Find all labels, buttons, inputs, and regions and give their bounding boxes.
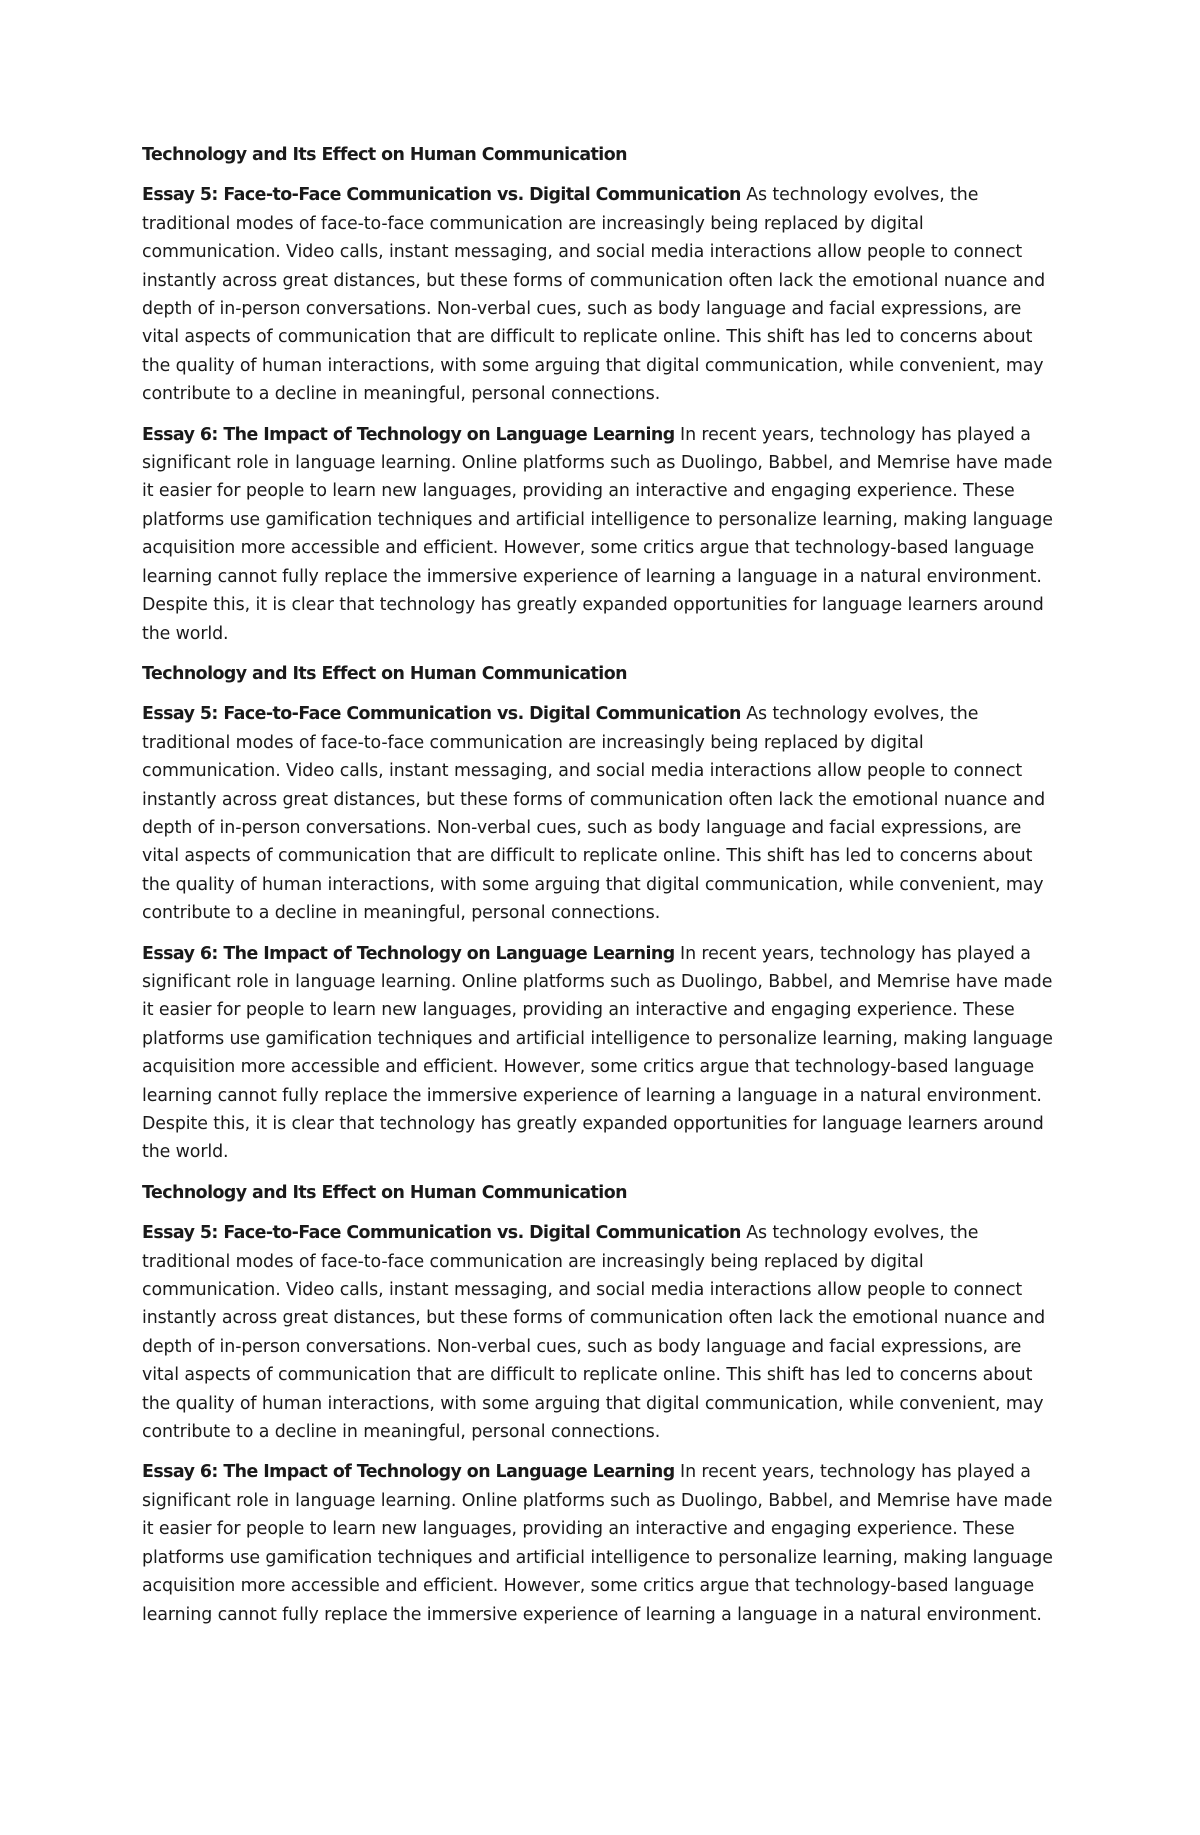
essay-paragraph: [142, 1219, 1062, 1446]
essay-heading: Essay 6: The Impact of Technology on Language Learning: [142, 943, 675, 964]
essay-body: As technology evolves, the traditional modes of face-to-face communication are increasingly being replaced by digital communication. Video calls, instant messaging, and social media interactions allow people to connect instantly across great distances, but these forms of communication often lack the emotional nuance and depth of in-person conversations. Non-verbal cues, such as body language and facial expressions, are vital aspects of communication that are difficult to replicate online. This shift has led to concerns about the quality of human interactions, with some arguing that digital communication, while convenient, may contribute to a decline in meaningful, personal connections.: [142, 185, 1046, 405]
essay-body: As technology evolves, the traditional modes of face-to-face communication are increasingly being replaced by digital communication. Video calls, instant messaging, and social media interactions allow people to connect instantly across great distances, but these forms of communication often lack the emotional nuance and depth of in-person conversations. Non-verbal cues, such as body language and facial expressions, are vital aspects of communication that are difficult to replicate online. This shift has led to concerns about the quality of human interactions, with some arguing that digital communication, while convenient, may contribute to a decline in meaningful, personal connections.: [142, 704, 1046, 924]
essay-paragraph: [142, 421, 1062, 648]
essay-body: As technology evolves, the traditional modes of face-to-face communication are increasingly being replaced by digital communication. Video calls, instant messaging, and social media interactions allow people to connect instantly across great distances, but these forms of communication often lack the emotional nuance and depth of in-person conversations. Non-verbal cues, such as body language and facial expressions, are vital aspects of communication that are difficult to replicate online. This shift has led to concerns about the quality of human interactions, with some arguing that digital communication, while convenient, may contribute to a decline in meaningful, personal connections.: [142, 1223, 1046, 1443]
essay-body: In recent years, technology has played a significant role in language learning. Online platforms such as Duolingo, Babbel, and Memrise have made it easier for people to learn new languages, providing an interactive and engaging experience. These platforms use gamification techniques and artificial intelligence to personalize learning, making language acquisition more accessible and efficient. However, some critics argue that technology-based language learning cannot fully replace the immersive experience of learning a language in a natural environment.: [142, 1462, 1053, 1625]
section-title: Technology and Its Effect on Human Communication: [142, 145, 627, 165]
essay-body: In recent years, technology has played a significant role in language learning. Online platforms such as Duolingo, Babbel, and Memrise have made it easier for people to learn new languages, providing an interactive and engaging experience. These platforms use gamification techniques and artificial intelligence to personalize learning, making language acquisition more accessible and efficient. However, some critics argue that technology-based language learning cannot fully replace the immersive experience of learning a language in a natural environment. Despite this, it is clear that technology has greatly expanded opportunities for language learners around the world.: [142, 943, 1053, 1163]
essay-body: In recent years, technology has played a significant role in language learning. Online platforms such as Duolingo, Babbel, and Memrise have made it easier for people to learn new languages, providing an interactive and engaging experience. These platforms use gamification techniques and artificial intelligence to personalize learning, making language acquisition more accessible and efficient. However, some critics argue that technology-based language learning cannot fully replace the immersive experience of learning a language in a natural environment. Despite this, it is clear that technology has greatly expanded opportunities for language learners around the world.: [142, 424, 1053, 644]
essay-paragraph: [142, 181, 1062, 408]
essay-heading: Essay 5: Face-to-Face Communication vs. Digital Communication: [142, 704, 741, 725]
essay-paragraph: [142, 700, 1062, 927]
essay-heading: Essay 6: The Impact of Technology on Language Learning: [142, 1462, 675, 1483]
essay-heading: Essay 6: The Impact of Technology on Language Learning: [142, 424, 675, 445]
section-title: Technology and Its Effect on Human Communication: [142, 663, 627, 684]
essay-heading: Essay 5: Face-to-Face Communication vs. Digital Communication: [142, 185, 741, 206]
essay-heading: Essay 5: Face-to-Face Communication vs. Digital Communication: [142, 1223, 741, 1244]
document-page: [142, 141, 1062, 1641]
essay-paragraph: [142, 1458, 1062, 1628]
essay-paragraph: [142, 940, 1062, 1167]
section-title: Technology and Its Effect on Human Communication: [142, 1182, 627, 1203]
